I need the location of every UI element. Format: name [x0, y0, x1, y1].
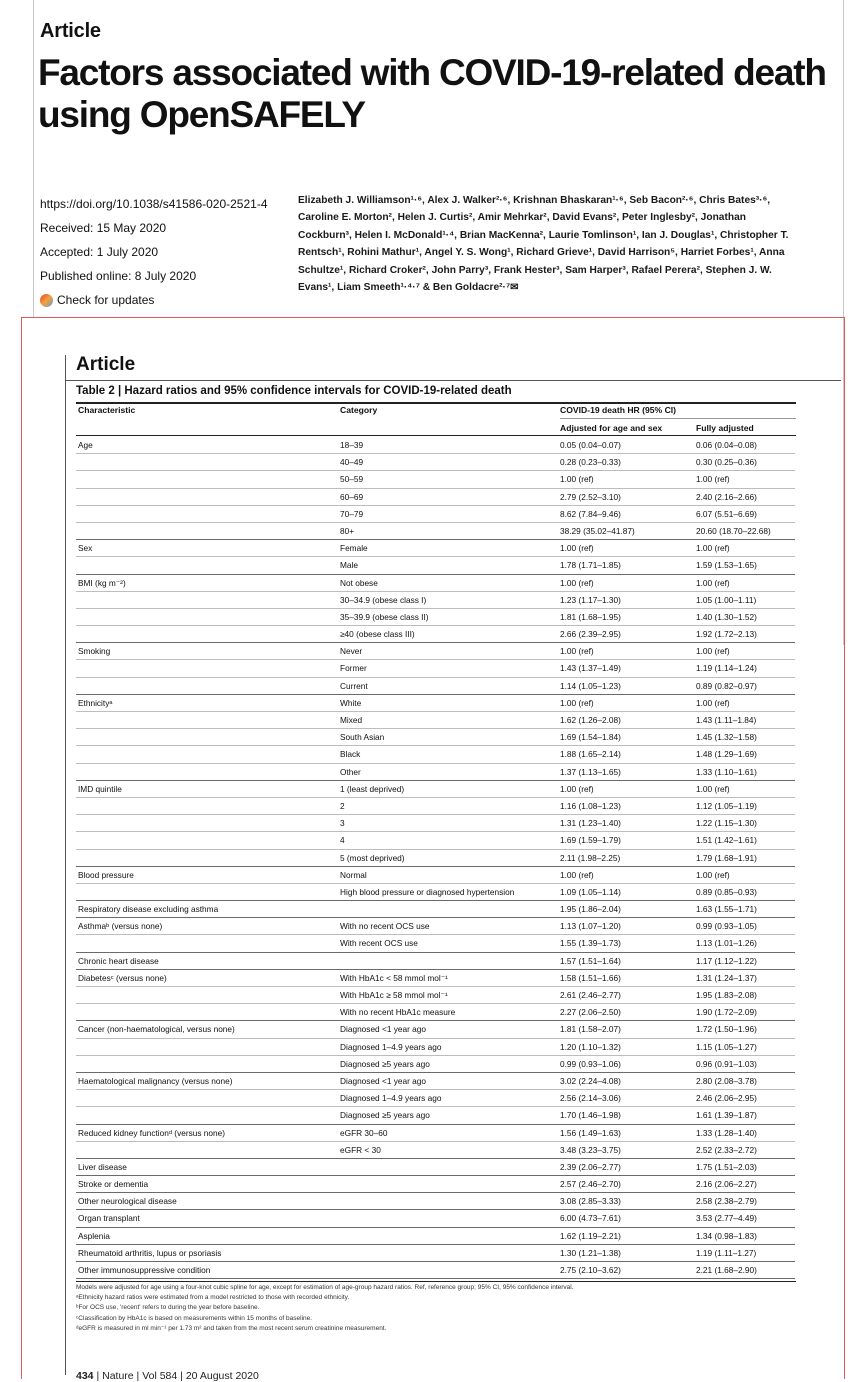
cell-category: Not obese [340, 577, 378, 588]
cell-hr-age-sex: 1.95 (1.86–2.04) [560, 904, 621, 915]
cell-hr-age-sex: 1.78 (1.71–1.85) [560, 560, 621, 571]
cell-category: Other [340, 766, 361, 777]
cell-characteristic: Rheumatoid arthritis, lupus or psoriasis [78, 1247, 222, 1258]
table-row [76, 523, 795, 540]
cell-hr-age-sex: 2.66 (2.39–2.95) [560, 629, 621, 640]
cell-hr-age-sex: 1.81 (1.68–1.95) [560, 611, 621, 622]
table-row [76, 540, 795, 557]
cell-category: With no recent HbA1c measure [340, 1007, 456, 1018]
cell-characteristic: Liver disease [78, 1161, 127, 1172]
table-row [76, 987, 795, 1004]
cell-hr-fully-adjusted: 20.60 (18.70–22.68) [696, 525, 771, 536]
cell-hr-age-sex: 1.00 (ref) [560, 646, 594, 657]
table-row [76, 592, 795, 609]
cell-hr-age-sex: 1.57 (1.51–1.64) [560, 955, 621, 966]
cell-hr-age-sex: 2.79 (2.52–3.10) [560, 491, 621, 502]
table-row [76, 850, 795, 867]
cell-hr-fully-adjusted: 1.33 (1.10–1.61) [696, 766, 757, 777]
table-row [76, 1159, 795, 1176]
cell-characteristic: Cancer (non-haematological, versus none) [78, 1024, 235, 1035]
table-row [76, 1210, 795, 1227]
table-row [76, 832, 795, 849]
table-row [76, 678, 795, 695]
cell-characteristic: Respiratory disease excluding asthma [78, 904, 219, 915]
cell-hr-fully-adjusted: 1.90 (1.72–2.09) [696, 1007, 757, 1018]
cell-hr-age-sex: 1.20 (1.10–1.32) [560, 1041, 621, 1052]
table-row [76, 764, 795, 781]
cell-hr-age-sex: 2.39 (2.06–2.77) [560, 1161, 621, 1172]
table-row [76, 489, 795, 506]
cell-hr-age-sex: 3.08 (2.85–3.33) [560, 1196, 621, 1207]
cell-category: Diagnosed <1 year ago [340, 1024, 427, 1035]
page-footer: 434 | Nature | Vol 584 | 20 August 2020 [76, 1370, 259, 1382]
cell-hr-fully-adjusted: 1.51 (1.42–1.61) [696, 835, 757, 846]
cell-category: eGFR 30–60 [340, 1127, 388, 1138]
table-row [76, 1142, 795, 1159]
header-hr-group: COVID-19 death HR (95% CI) [560, 405, 677, 415]
table-caption: Table 2 | Hazard ratios and 95% confidence intervals for COVID-19-related death [76, 385, 512, 397]
cell-hr-fully-adjusted: 1.05 (1.00–1.11) [696, 594, 757, 605]
table-row [76, 935, 795, 952]
table-row [76, 1039, 795, 1056]
cell-category: With no recent OCS use [340, 921, 430, 932]
doi-link[interactable]: https://doi.org/10.1038/s41586-020-2521-4 [40, 197, 268, 211]
header-fully-adjusted: Fully adjusted [696, 423, 754, 433]
table-row [76, 815, 795, 832]
cell-hr-age-sex: 3.48 (3.23–3.75) [560, 1144, 621, 1155]
table-row [76, 1021, 795, 1038]
cell-hr-age-sex: 1.30 (1.21–1.38) [560, 1247, 621, 1258]
cell-hr-fully-adjusted: 1.15 (1.05–1.27) [696, 1041, 757, 1052]
cell-category: 50–59 [340, 474, 364, 485]
cell-hr-fully-adjusted: 1.48 (1.29–1.69) [696, 749, 757, 760]
cell-hr-fully-adjusted: 0.99 (0.93–1.05) [696, 921, 757, 932]
cell-hr-fully-adjusted: 1.19 (1.11–1.27) [696, 1247, 757, 1258]
table-row [76, 729, 795, 746]
check-for-updates-label: Check for updates [57, 293, 155, 307]
cell-category: Current [340, 680, 368, 691]
table-footnotes [76, 1283, 796, 1334]
table-row [76, 867, 795, 884]
author-list: Elizabeth J. Williamson¹·⁶, Alex J. Walker²·⁶, Krishnan Bhaskaran¹·⁶, Seb Bacon²·⁶, Chris Bates³·⁶, Caroline E. Morton², Helen J. Curtis², Amir Mehrkar², David Evans², Peter Inglesby², Jonathan Cockburn³, Helen I. McDonald¹·⁴, Brian MacKenna², Laurie Tomlinson¹, Ian J. Douglas¹, Christopher T. Rentsch¹, Rohini Mathur¹, Angel Y. S. Wong¹, Richard Grieve¹, David Harrison⁵, Harriet Forbes¹, Anna Schultze¹, Richard Croker², John Parry³, Frank Hester³, Sam Harper³, Rafael Perera², Stephen J. W. Evans¹, Liam Smeeth¹·⁴·⁷ & Ben Goldacre²·⁷✉ [298, 195, 789, 294]
cell-hr-age-sex: 2.75 (2.10–3.62) [560, 1265, 621, 1275]
cell-category: Black [340, 749, 361, 760]
cell-hr-fully-adjusted: 2.46 (2.06–2.95) [696, 1093, 757, 1104]
footnote: Models were adjusted for age using a four-knot cubic spline for age, except for estimation of age-group hazard ratios. Ref, reference group; 95% CI, 95% confidence interval. [76, 1284, 574, 1291]
cell-category: High blood pressure or diagnosed hypertension [340, 886, 515, 897]
section-label-rule [65, 380, 841, 381]
cell-hr-age-sex: 2.56 (2.14–3.06) [560, 1093, 621, 1104]
header-adjusted-age-sex: Adjusted for age and sex [560, 423, 663, 433]
table-top-rule [76, 402, 796, 404]
cell-hr-fully-adjusted: 1.00 (ref) [696, 577, 730, 588]
cell-characteristic: Haematological malignancy (versus none) [78, 1075, 233, 1086]
cell-hr-age-sex: 1.00 (ref) [560, 474, 594, 485]
table-row [76, 1004, 795, 1021]
cell-characteristic: BMI (kg m⁻²) [78, 577, 126, 588]
cell-hr-fully-adjusted: 1.00 (ref) [696, 697, 730, 708]
table-row [76, 1245, 795, 1262]
header-category: Category [340, 405, 378, 415]
table-row [76, 609, 795, 626]
cell-hr-fully-adjusted: 1.12 (1.05–1.19) [696, 800, 757, 811]
cell-category: Diagnosed ≥5 years ago [340, 1058, 430, 1069]
cell-category: 70–79 [340, 508, 364, 519]
cell-hr-fully-adjusted: 1.92 (1.72–2.13) [696, 629, 757, 640]
table-row [76, 970, 795, 987]
table-row [76, 437, 795, 454]
cell-hr-fully-adjusted: 1.43 (1.11–1.84) [696, 715, 757, 725]
cell-hr-fully-adjusted: 1.00 (ref) [696, 474, 730, 485]
cell-characteristic: Asplenia [78, 1230, 110, 1241]
cell-category: With recent OCS use [340, 938, 418, 949]
table-row [76, 454, 795, 471]
article-title: Factors associated with COVID-19-related death using OpenSAFELY [38, 52, 826, 135]
cell-hr-age-sex: 1.58 (1.51–1.66) [560, 972, 621, 983]
issue-date: 20 August 2020 [185, 1370, 259, 1382]
cell-category: 1 (least deprived) [340, 783, 405, 794]
table-row [76, 1262, 795, 1279]
cell-hr-age-sex: 0.05 (0.04–0.07) [560, 440, 621, 450]
cell-category: 3 [340, 818, 345, 829]
cell-hr-age-sex: 2.57 (2.46–2.70) [560, 1179, 621, 1190]
cell-category: 40–49 [340, 457, 364, 468]
cell-hr-fully-adjusted: 2.52 (2.33–2.72) [696, 1144, 757, 1155]
cell-hr-age-sex: 1.81 (1.58–2.07) [560, 1024, 621, 1035]
cell-characteristic: Reduced kidney functionᵈ (versus none) [78, 1127, 226, 1138]
cell-hr-fully-adjusted: 2.58 (2.38–2.79) [696, 1196, 757, 1207]
cell-hr-age-sex: 2.61 (2.46–2.77) [560, 990, 621, 1000]
cell-hr-age-sex: 1.69 (1.54–1.84) [560, 732, 621, 743]
accepted-date: Accepted: 1 July 2020 [40, 245, 159, 259]
cell-hr-fully-adjusted: 1.00 (ref) [696, 646, 730, 657]
table-row [76, 884, 795, 901]
table-row [76, 575, 795, 592]
cell-hr-fully-adjusted: 1.34 (0.98–1.83) [696, 1230, 757, 1241]
cell-hr-fully-adjusted: 0.30 (0.25–0.36) [696, 457, 757, 468]
cell-hr-fully-adjusted: 2.16 (2.06–2.27) [696, 1179, 757, 1190]
cell-hr-fully-adjusted: 1.72 (1.50–1.96) [696, 1024, 757, 1035]
cell-hr-age-sex: 1.88 (1.65–2.14) [560, 749, 621, 760]
received-date: Received: 15 May 2020 [40, 221, 167, 235]
table-section-label: Article [76, 354, 136, 375]
cell-hr-fully-adjusted: 1.59 (1.53–1.65) [696, 560, 757, 571]
table-row [76, 1107, 795, 1124]
table-row [76, 781, 795, 798]
cell-hr-fully-adjusted: 1.61 (1.39–1.87) [696, 1110, 757, 1121]
cell-hr-fully-adjusted: 1.19 (1.14–1.24) [696, 663, 757, 674]
cell-category: Former [340, 663, 367, 674]
article-meta [40, 192, 290, 312]
cell-characteristic: Other neurological disease [78, 1196, 177, 1207]
cell-category: 4 [340, 835, 345, 846]
cell-hr-age-sex: 1.13 (1.07–1.20) [560, 921, 621, 932]
cell-characteristic: Sex [78, 543, 93, 554]
cell-category: 2 [340, 800, 345, 811]
table-row [76, 712, 795, 729]
cell-category: Diagnosed ≥5 years ago [340, 1110, 430, 1121]
header-characteristic: Characteristic [78, 405, 136, 415]
cell-characteristic: Blood pressure [78, 869, 134, 880]
cell-hr-age-sex: 1.37 (1.13–1.65) [560, 766, 621, 777]
cell-category: Male [340, 560, 358, 571]
cell-hr-age-sex: 1.00 (ref) [560, 577, 594, 588]
table-row [76, 660, 795, 677]
cell-hr-age-sex: 2.11 (1.98–2.25) [560, 852, 621, 863]
cell-hr-fully-adjusted: 1.00 (ref) [696, 543, 730, 554]
article-label: Article [40, 20, 101, 42]
cell-hr-age-sex: 3.02 (2.24–4.08) [560, 1075, 621, 1086]
cell-characteristic: Other immunosuppressive condition [78, 1265, 211, 1275]
cell-category: 30–34.9 (obese class I) [340, 594, 427, 605]
cell-hr-fully-adjusted: 0.06 (0.04–0.08) [696, 440, 757, 450]
footnote: ᵃEthnicity hazard ratios were estimated from a model restricted to those with recorded ethnicity. [76, 1294, 350, 1302]
footnote: ᵈeGFR is measured in ml min⁻¹ per 1.73 m² and taken from the most recent serum creatinine measurement. [76, 1324, 387, 1332]
cell-category: Female [340, 543, 368, 554]
cell-hr-fully-adjusted: 1.95 (1.83–2.08) [696, 990, 757, 1000]
table-row [76, 695, 795, 712]
cell-hr-fully-adjusted: 0.89 (0.82–0.97) [696, 680, 757, 691]
cell-hr-fully-adjusted: 1.45 (1.32–1.58) [696, 732, 757, 743]
cell-characteristic: IMD quintile [78, 783, 122, 794]
check-for-updates-button[interactable] [40, 288, 290, 312]
cell-hr-age-sex: 8.62 (7.84–9.46) [560, 508, 621, 519]
cell-hr-age-sex: 1.56 (1.49–1.63) [560, 1127, 621, 1138]
table-row [76, 471, 795, 488]
cell-hr-age-sex: 1.70 (1.46–1.98) [560, 1110, 621, 1121]
cell-category: ≥40 (obese class III) [340, 629, 415, 640]
cell-hr-age-sex: 1.14 (1.05–1.23) [560, 680, 621, 691]
cell-category: Diagnosed <1 year ago [340, 1075, 427, 1086]
cell-category: eGFR < 30 [340, 1144, 381, 1155]
table-row [76, 1056, 795, 1073]
cell-hr-fully-adjusted: 1.33 (1.28–1.40) [696, 1127, 757, 1138]
cell-hr-fully-adjusted: 6.07 (5.51–6.69) [696, 508, 757, 519]
published-date: Published online: 8 July 2020 [40, 269, 197, 283]
table-row [76, 953, 795, 970]
cell-hr-age-sex: 1.00 (ref) [560, 697, 594, 708]
cell-category: 80+ [340, 525, 355, 536]
cell-hr-fully-adjusted: 1.00 (ref) [696, 869, 730, 880]
cell-hr-fully-adjusted: 1.17 (1.12–1.22) [696, 955, 757, 966]
cell-hr-fully-adjusted: 1.22 (1.15–1.30) [696, 818, 757, 829]
table-row [76, 918, 795, 935]
cell-hr-age-sex: 1.43 (1.37–1.49) [560, 663, 621, 674]
table-row [76, 901, 795, 918]
table-row [76, 626, 795, 643]
cell-hr-age-sex: 1.55 (1.39–1.73) [560, 938, 621, 949]
table-row [76, 798, 795, 815]
cell-category: Diagnosed 1–4.9 years ago [340, 1093, 442, 1104]
cell-characteristic: Age [78, 440, 93, 450]
cell-hr-fully-adjusted: 1.75 (1.51–2.03) [696, 1161, 757, 1172]
table-row [76, 1228, 795, 1245]
table-row [76, 1125, 795, 1142]
table-body [76, 437, 795, 1279]
cell-hr-age-sex: 1.23 (1.17–1.30) [560, 594, 621, 605]
cell-hr-age-sex: 0.99 (0.93–1.06) [560, 1058, 621, 1069]
left-margin-rule [33, 0, 34, 318]
table-bottom-rule [76, 1281, 796, 1282]
cell-hr-age-sex: 1.00 (ref) [560, 783, 594, 794]
cell-hr-age-sex: 6.00 (4.73–7.61) [560, 1213, 621, 1224]
cell-hr-age-sex: 1.31 (1.23–1.40) [560, 818, 621, 829]
cell-hr-age-sex: 1.09 (1.05–1.14) [560, 886, 621, 897]
cell-hr-fully-adjusted: 0.96 (0.91–1.03) [696, 1058, 757, 1069]
footnote: ᶜClassification by HbA1c is based on measurements within 15 months of baseline. [76, 1314, 313, 1322]
table-row [76, 1073, 795, 1090]
journal-volume: Vol 584 [142, 1370, 178, 1382]
table-row [76, 557, 795, 574]
cell-characteristic: Ethnicityᵃ [78, 697, 113, 708]
crossmark-icon [40, 294, 53, 307]
cell-category: With HbA1c < 58 mmol mol⁻¹ [340, 972, 448, 983]
cell-hr-age-sex: 1.62 (1.26–2.08) [560, 715, 621, 725]
cell-characteristic: Organ transplant [78, 1213, 140, 1224]
journal-name: Nature [102, 1370, 134, 1382]
cell-hr-fully-adjusted: 0.89 (0.85–0.93) [696, 886, 757, 897]
cell-hr-age-sex: 1.69 (1.59–1.79) [560, 835, 621, 846]
cell-hr-fully-adjusted: 1.40 (1.30–1.52) [696, 611, 757, 622]
cell-hr-fully-adjusted: 1.79 (1.68–1.91) [696, 852, 757, 863]
footnote: ᵇFor OCS use, 'recent' refers to during the year before baseline. [76, 1304, 260, 1312]
table-row [76, 1176, 795, 1193]
cell-hr-fully-adjusted: 1.13 (1.01–1.26) [696, 938, 757, 949]
table-row [76, 1090, 795, 1107]
cell-hr-age-sex: 1.00 (ref) [560, 869, 594, 880]
header-group-rule [560, 418, 796, 419]
cell-category: 18–39 [340, 440, 364, 450]
cell-hr-fully-adjusted: 1.63 (1.55–1.71) [696, 904, 757, 915]
cell-category: 5 (most deprived) [340, 852, 405, 863]
cell-category: Normal [340, 869, 367, 880]
cell-category: Diagnosed 1–4.9 years ago [340, 1041, 442, 1052]
cell-characteristic: Chronic heart disease [78, 955, 159, 966]
cell-hr-age-sex: 2.27 (2.06–2.50) [560, 1007, 621, 1018]
table-row [76, 506, 795, 523]
cell-characteristic: Diabetesᶜ (versus none) [78, 972, 167, 983]
cell-category: South Asian [340, 732, 385, 743]
cell-hr-fully-adjusted: 2.80 (2.08–3.78) [696, 1075, 757, 1086]
cell-characteristic: Smoking [78, 646, 111, 657]
cell-hr-age-sex: 1.62 (1.19–2.21) [560, 1230, 621, 1241]
cell-hr-fully-adjusted: 2.40 (2.16–2.66) [696, 491, 757, 502]
table-left-rule [65, 355, 66, 1375]
header-bottom-rule [76, 435, 796, 436]
cell-hr-age-sex: 1.16 (1.08–1.23) [560, 800, 621, 811]
cell-hr-fully-adjusted: 3.53 (2.77–4.49) [696, 1213, 757, 1224]
cell-characteristic: Stroke or dementia [78, 1179, 149, 1190]
table-row [76, 643, 795, 660]
cell-category: 60–69 [340, 491, 364, 502]
cell-hr-fully-adjusted: 1.31 (1.24–1.37) [696, 972, 757, 983]
cell-category: Never [340, 646, 363, 657]
cell-category: White [340, 697, 362, 708]
table-row [76, 1193, 795, 1210]
page-number: 434 [76, 1370, 94, 1382]
cell-hr-age-sex: 38.29 (35.02–41.87) [560, 525, 635, 536]
cell-characteristic: Asthmaᵇ (versus none) [78, 921, 163, 932]
table-row [76, 746, 795, 763]
cell-category: With HbA1c ≥ 58 mmol mol⁻¹ [340, 990, 448, 1000]
cell-hr-fully-adjusted: 2.21 (1.68–2.90) [696, 1265, 757, 1275]
cell-hr-fully-adjusted: 1.00 (ref) [696, 783, 730, 794]
cell-hr-age-sex: 0.28 (0.23–0.33) [560, 457, 621, 468]
cell-category: 35–39.9 (obese class II) [340, 611, 429, 622]
cell-category: Mixed [340, 715, 363, 725]
cell-hr-age-sex: 1.00 (ref) [560, 543, 594, 554]
